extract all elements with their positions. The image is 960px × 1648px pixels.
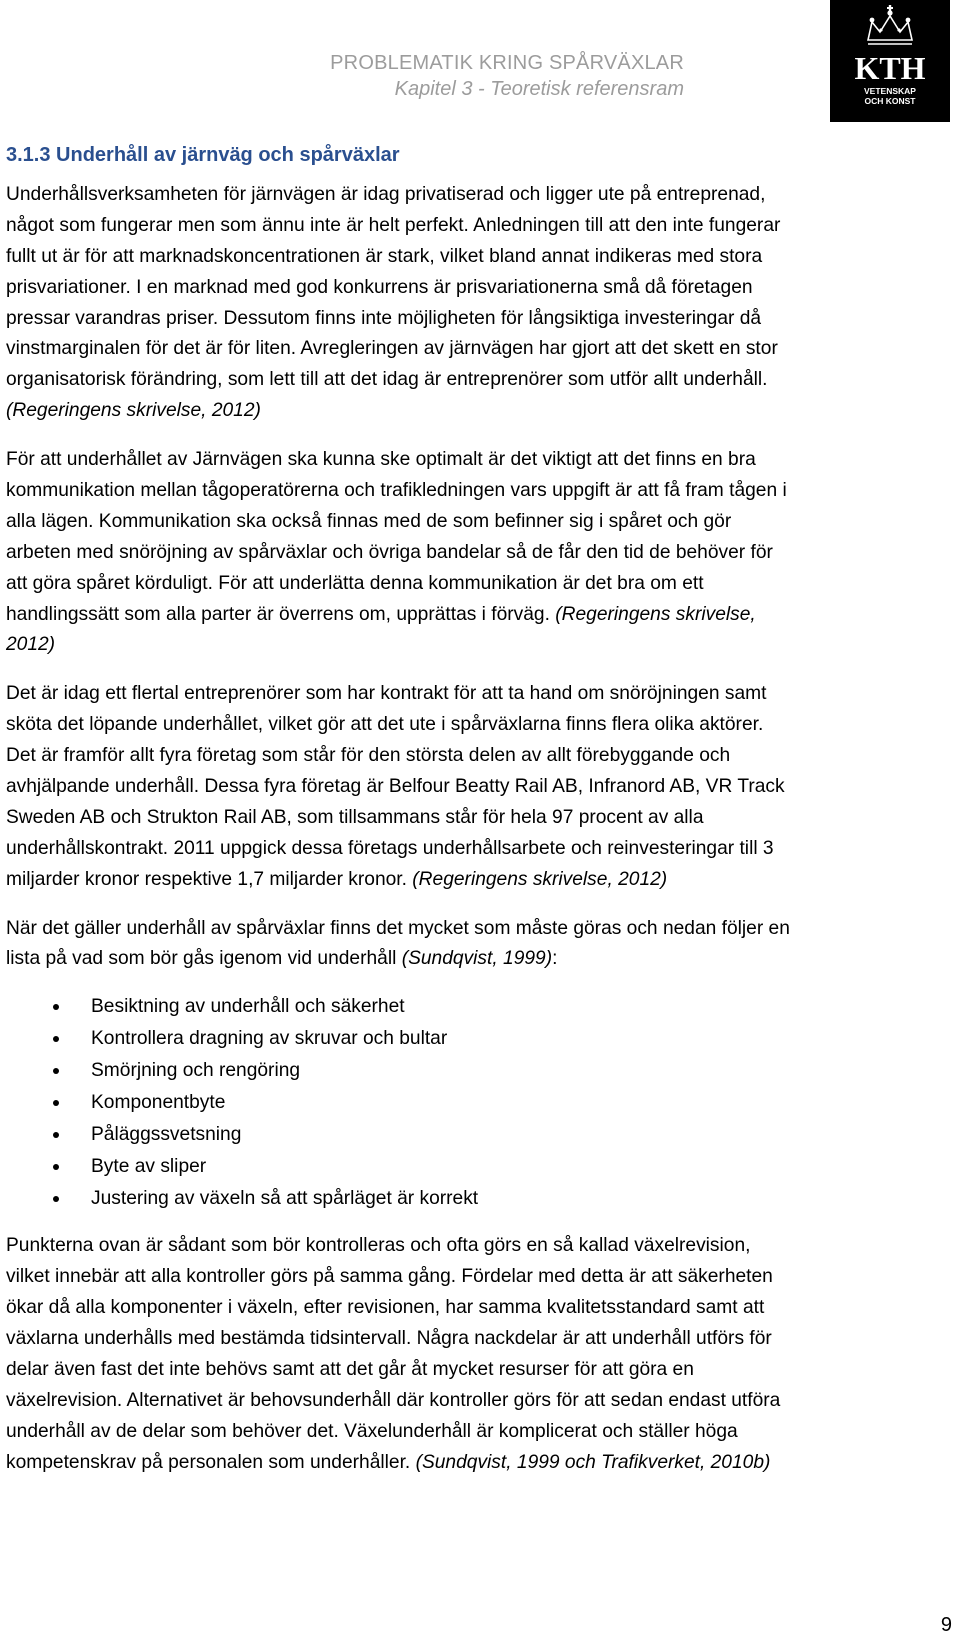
bullet-icon (53, 1036, 59, 1042)
text-line: Det är idag ett flertal entreprenörer som har kontrakt för att ta hand om snöröjningen samt (6, 683, 767, 705)
text-segment: lista på vad som bör gås igenom vid underhåll (6, 948, 402, 970)
list-item: Komponentbyte (6, 1087, 956, 1119)
text-line (6, 600, 956, 631)
paragraph-5 (6, 1231, 956, 1478)
bullet-icon (53, 1100, 59, 1106)
citation: (Sundqvist, 1999) (401, 948, 553, 970)
list-item: Påläggssvetsning (6, 1119, 956, 1151)
bullet-icon (53, 1164, 59, 1170)
text-line (6, 1448, 956, 1479)
citation: 2012) (6, 634, 56, 656)
page-number: 9 (940, 1614, 952, 1636)
crown-icon (830, 0, 950, 122)
text-line: växlarna underhålls med bestämda tidsintervall. Några nackdelar är att underhåll utförs för (6, 1328, 772, 1350)
paragraph-4 (6, 914, 956, 976)
text-line: sköta det löpande underhållet, vilket gör att det ute i spårväxlarna finns flera olika aktörer. (6, 714, 764, 736)
logo-sub2: OCH KONST (864, 96, 916, 106)
text-line: att göra spåret körduligt. För att underlätta denna kommunikation är det bra om ett (6, 572, 704, 594)
paragraph-2 (6, 445, 956, 661)
text-segment: miljarder kronor respektive 1,7 miljarder kronor. (6, 868, 413, 890)
text-line: prisvariationer. I en marknad med god konkurrens är prisvariationerna små då företagen (6, 276, 753, 298)
bullet-icon (53, 1004, 59, 1010)
list-item: Justering av växeln så att spårläget är korrekt (6, 1183, 956, 1215)
citation: (Regeringens skrivelse, 2012) (412, 868, 668, 890)
text-line: fullt ut är för att marknadskoncentrationen är stark, vilket bland annat indikeras med stora (6, 245, 763, 267)
header-title: PROBLEMATIK KRING SPÅRVÄXLAR (330, 52, 684, 74)
text-line: vilket innebär att alla kontroller görs på samma gång. Fördelar med detta är att säkerheten (6, 1266, 773, 1288)
text-line: organisatorisk förändring, som lett till att det idag är entreprenörer som utför allt underhåll. (6, 369, 768, 391)
text-line: Underhållsverksamheten för järnvägen är idag privatiserad och ligger ute på entreprenad, (6, 184, 766, 205)
paragraph-3 (6, 679, 956, 895)
text-line: delar även fast det inte behövs samt att det går åt mycket resurser för att göra en (6, 1358, 694, 1380)
citation: (Regeringens skrivelse, 2012) (6, 400, 261, 422)
text-segment: : (552, 948, 558, 970)
running-header (330, 50, 684, 102)
text-line: När det gäller underhåll av spårväxlar finns det mycket som måste göras och nedan följer en (6, 917, 790, 939)
text-line: vinstmarginalen för det är för liten. Avregleringen av järnvägen har gjort att det skett en stor (6, 338, 778, 360)
text-line: ökar då alla komponenter i växeln, efter revisionen, har samma kvalitetsstandard samt att (6, 1297, 765, 1319)
text-line: Punkterna ovan är sådant som bör kontrolleras och ofta görs en så kallad växelrevision, (6, 1235, 751, 1257)
list-item: Kontrollera dragning av skruvar och bultar (6, 1023, 956, 1055)
logo-sub1: VETENSKAP (864, 86, 916, 96)
bullet-icon (53, 1068, 59, 1074)
text-line: underhållskontrakt. 2011 uppgick dessa företags underhållsarbete och reinvesteringar till 3 (6, 837, 774, 859)
list-item: Smörjning och rengöring (6, 1055, 956, 1087)
text-line: något som fungerar men som ännu inte är helt perfekt. Anledningen till att den inte fungerar (6, 214, 781, 236)
logo-main: KTH (854, 50, 926, 86)
text-line: Det är framför allt fyra företag som står för den största delen av allt förebyggande och (6, 745, 731, 767)
paragraph-1 (6, 180, 956, 427)
bullet-icon (53, 1196, 59, 1202)
text-segment: kompetenskrav på personalen som underhåller. (6, 1451, 416, 1473)
text-line: arbeten med snöröjning av spårväxlar och övriga bandelar så de får den tid de behöver för (6, 541, 773, 563)
list-item: Byte av sliper (6, 1151, 956, 1183)
list-item: Besiktning av underhåll och säkerhet (6, 991, 956, 1023)
text-line: kommunikation mellan tågoperatörerna och trafikledningen vars uppgift är att få fram tågen i (6, 480, 787, 502)
text-segment: handlingssätt som alla parter är överrens om, upprättas i förväg. (6, 603, 556, 625)
citation: (Regeringens skrivelse, (555, 603, 756, 625)
text-line (6, 865, 956, 896)
text-line: För att underhållet av Järnvägen ska kunna ske optimalt är det viktigt att det finns en bra (6, 449, 756, 471)
body-text (6, 180, 956, 1479)
text-line: växelrevision. Alternativet är behovsunderhåll där kontroller görs för att sedan endast utföra (6, 1389, 781, 1411)
text-line: alla lägen. Kommunikation ska också finnas med de som befinner sig i spåret och gör (6, 510, 732, 532)
text-line: avhjälpande underhåll. Dessa fyra företag är Belfour Beatty Rail AB, Infranord AB, VR Track (6, 776, 785, 798)
section-heading: 3.1.3 Underhåll av järnväg och spårväxlar (6, 144, 400, 166)
text-line: underhåll av de delar som behöver det. Växelunderhåll är komplicerat och ställer höga (6, 1420, 738, 1442)
bullet-icon (53, 1132, 59, 1138)
maintenance-list (6, 991, 956, 1215)
citation: (Sundqvist, 1999 och Trafikverket, 2010b) (415, 1451, 771, 1473)
text-line: pressar varandras priser. Dessutom finns inte möjligheten för långsiktiga investeringar då (6, 307, 762, 329)
text-line (6, 944, 956, 975)
text-line: Sweden AB och Strukton Rail AB, som tillsammans står för hela 97 procent av alla (6, 806, 704, 828)
header-chapter: Kapitel 3 - Teoretisk referensram (394, 78, 684, 100)
kth-logo (830, 0, 950, 122)
